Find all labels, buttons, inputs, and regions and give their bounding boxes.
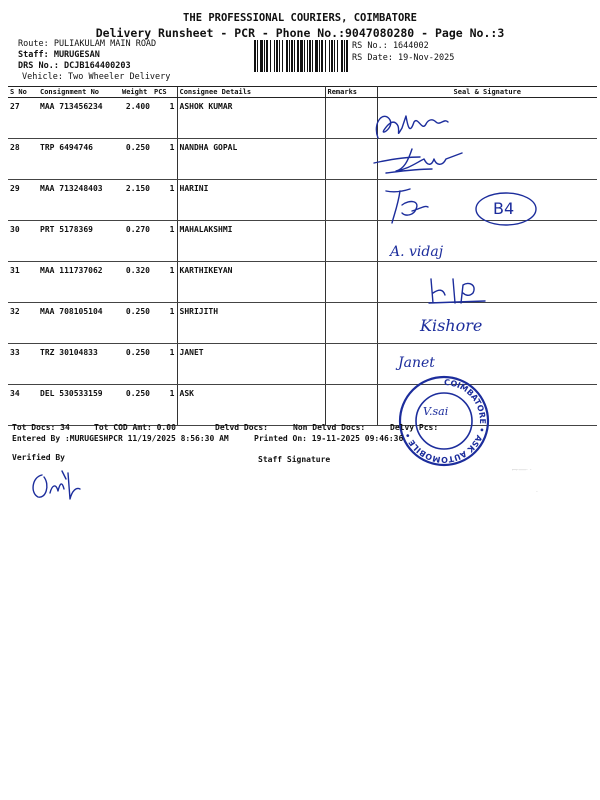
row-sno: 33 <box>8 344 38 385</box>
row-pcs: 1 <box>152 385 177 426</box>
row-weight: 0.320 <box>120 262 152 303</box>
rs-number: RS No.: 1644002 <box>352 41 429 51</box>
row-remarks <box>325 221 377 262</box>
row-weight: 0.250 <box>120 344 152 385</box>
signature-shrijith: Kishore <box>420 316 483 335</box>
signature-ashok <box>370 108 470 148</box>
verified-by-label: Verified By <box>12 453 65 462</box>
bleed-mark-2: · <box>536 489 538 496</box>
col-consignment: Consignment No <box>38 87 120 98</box>
row-pcs: 1 <box>152 344 177 385</box>
table-row <box>8 344 597 385</box>
signature-harini <box>380 185 540 233</box>
table-row <box>8 385 597 426</box>
row-pcs: 1 <box>152 262 177 303</box>
row-consignment-no: MAA 708105104 <box>38 303 120 344</box>
col-sno: S No <box>8 87 38 98</box>
row-weight: 0.270 <box>120 221 152 262</box>
row-pcs: 1 <box>152 139 177 180</box>
non-delivered-docs: Non Delvd Docs: <box>293 423 366 432</box>
verified-signature <box>28 465 92 505</box>
signature-karthikeyan <box>425 275 495 307</box>
signature-janet: Janet <box>398 355 435 371</box>
staff-label: Staff: MURUGESAN <box>18 50 100 60</box>
row-remarks <box>325 180 377 221</box>
row-sno: 29 <box>8 180 38 221</box>
row-pcs: 1 <box>152 221 177 262</box>
row-remarks <box>325 385 377 426</box>
row-sno: 34 <box>8 385 38 426</box>
staff-signature-label: Staff Signature <box>258 455 331 464</box>
total-docs: Tot Docs: 34 <box>12 423 70 432</box>
runsheet-title: Delivery Runsheet - PCR - Phone No.:9047080280 - Page No.:3 <box>95 26 505 40</box>
route-label: Route: PULIAKULAM MAIN ROAD <box>18 39 157 49</box>
seal-signature: V.sai <box>423 405 449 418</box>
row-consignee: ASHOK KUMAR <box>177 98 325 139</box>
row-consignee: ASK <box>177 385 325 426</box>
row-consignee: SHRIJITH <box>177 303 325 344</box>
row-weight: 2.150 <box>120 180 152 221</box>
row-weight: 2.400 <box>120 98 152 139</box>
signature-nandha <box>372 145 472 179</box>
col-weight: Weight <box>120 87 152 98</box>
entered-by: Entered By :MURUGESHPCR 11/19/2025 8:56:30 AM <box>12 434 229 443</box>
delivered-docs: Delvd Docs: <box>215 423 268 432</box>
row-consignment-no: TRP 6494746 <box>38 139 120 180</box>
row-weight: 0.250 <box>120 385 152 426</box>
row-consignment-no: MAA 111737062 <box>38 262 120 303</box>
vehicle-label: Vehicle: Two Wheeler Delivery <box>22 72 171 82</box>
table-row <box>8 303 597 344</box>
row-weight: 0.250 <box>120 303 152 344</box>
bleed-mark-1: ꟷ·──· · <box>512 467 532 474</box>
table-row <box>8 262 597 303</box>
row-consignment-no: PRT 5178369 <box>38 221 120 262</box>
delivered-pcs: Delvy Pcs: <box>390 423 439 432</box>
barcode <box>254 40 348 72</box>
row-consignee: KARTHIKEYAN <box>177 262 325 303</box>
row-pcs: 1 <box>152 180 177 221</box>
drs-number: DRS No.: DCJB164400203 <box>18 61 131 71</box>
row-sno: 28 <box>8 139 38 180</box>
col-remarks: Remarks <box>325 87 377 98</box>
rs-date: RS Date: 19-Nov-2025 <box>352 53 455 63</box>
company-name: THE PROFESSIONAL COURIERS, COIMBATORE <box>183 12 417 24</box>
row-pcs: 1 <box>152 303 177 344</box>
company-seal <box>398 375 490 467</box>
row-sno: 27 <box>8 98 38 139</box>
row-remarks <box>325 303 377 344</box>
row-seal-signature <box>377 303 597 344</box>
row-consignee: MAHALAKSHMI <box>177 221 325 262</box>
row-consignee: NANDHA GOPAL <box>177 139 325 180</box>
stamp-b4: B4 <box>493 199 515 218</box>
row-consignment-no: MAA 713456234 <box>38 98 120 139</box>
row-remarks <box>325 344 377 385</box>
col-pcs: PCS <box>152 87 177 98</box>
signature-mahalakshmi: A. vidaj <box>390 244 444 260</box>
row-sno: 32 <box>8 303 38 344</box>
row-sno: 31 <box>8 262 38 303</box>
row-consignment-no: TRZ 30104833 <box>38 344 120 385</box>
row-pcs: 1 <box>152 98 177 139</box>
col-seal: Seal & Signature <box>377 87 597 98</box>
row-consignment-no: DEL 530533159 <box>38 385 120 426</box>
row-sno: 30 <box>8 221 38 262</box>
total-cod-amount: Tot COD Amt: 0.00 <box>94 423 176 432</box>
row-consignee: HARINI <box>177 180 325 221</box>
row-remarks <box>325 262 377 303</box>
col-consignee: Consignee Details <box>177 87 325 98</box>
printed-on: Printed On: 19-11-2025 09:46:36 <box>254 434 404 443</box>
row-weight: 0.250 <box>120 139 152 180</box>
table-row <box>8 98 597 139</box>
row-consignee: JANET <box>177 344 325 385</box>
runsheet-table <box>8 86 597 426</box>
table-row <box>8 139 597 180</box>
row-consignment-no: MAA 713248403 <box>38 180 120 221</box>
seal-ring-text: COIMBATORE • ASK AUTOMOBILE • <box>403 377 487 465</box>
